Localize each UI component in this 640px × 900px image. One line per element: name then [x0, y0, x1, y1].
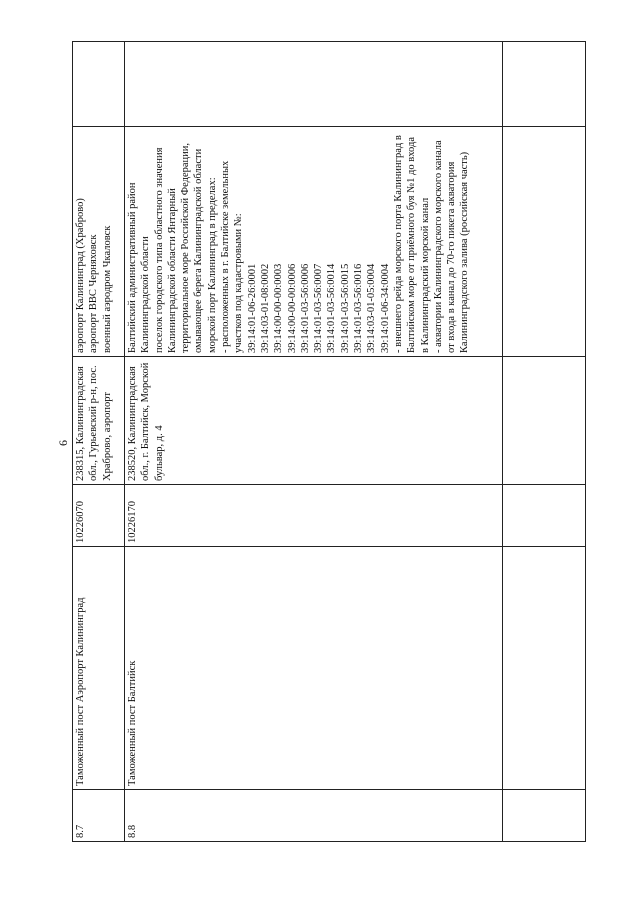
empty-cell: [503, 127, 586, 357]
post-address: 238520, Калининградская обл., г. Балтийск, Морской бульвар, д. 4: [125, 357, 503, 485]
zone-item: - акватории Калининградского морского канала от входа в канал до 70-го пикета акватория Калининградского залива (российская часть): [432, 140, 471, 353]
table-row: [125, 42, 503, 842]
page-number: 6: [56, 440, 70, 446]
zone-item: морской порт Калининград в пределах:: [206, 177, 218, 353]
empty-cell: [503, 42, 586, 127]
zone-list: [73, 127, 125, 357]
empty-cell: [503, 547, 586, 790]
post-name: Таможенный пост Балтийск: [125, 547, 503, 790]
zone-item: 39:14:01-06-34:0004: [379, 263, 391, 353]
table-row: [503, 42, 586, 842]
zone-item: - внешнего рейда морского порта Калининград в Балтийском море от приёмного буя №1 до входа в Калининградский морской канал: [392, 135, 431, 353]
empty-cell: [503, 790, 586, 842]
zone-item: 39:14:00-00-00:0003: [273, 263, 285, 353]
customs-posts-table: [72, 41, 586, 842]
empty-cell: [503, 357, 586, 485]
document-page: [72, 42, 626, 842]
zone-item: 39:14:03-01-08:0002: [259, 263, 271, 353]
empty-cell: [73, 42, 125, 127]
empty-cell: [503, 485, 586, 547]
zone-item: территориальное море Российской Федерации, омывающее берега Калининградской области: [180, 142, 205, 353]
zone-item: 39:14:01-03-56:0015: [339, 263, 351, 353]
post-name: Таможенный пост Аэропорт Калининград: [73, 547, 125, 790]
empty-cell: [125, 42, 503, 127]
zone-item: 39:14:03-01-05:0004: [366, 263, 378, 353]
rotated-table-frame: [72, 42, 626, 842]
zone-item: поселок городского типа областного значения Калининградской области Янтарный: [153, 147, 178, 353]
zone-item: 39:14:01-03-56:0007: [313, 263, 325, 353]
table-row: [73, 42, 125, 842]
row-number: 8.8: [125, 790, 503, 842]
zone-item: военный аэродром Чкаловск: [101, 225, 113, 353]
zone-item: - расположенных в г. Балтийске земельных участков под кадастровыми №:: [220, 160, 245, 353]
zone-item: Балтийский административный район Калининградской области: [127, 182, 152, 353]
row-number: 8.7: [73, 790, 125, 842]
post-code: 10226170: [125, 485, 503, 547]
zone-item: 39:14:01-03-56:0014: [326, 263, 338, 353]
zone-item: 39:14:00-00-00:0006: [286, 263, 298, 353]
zone-item: 39:14:01-06-26:0001: [246, 263, 258, 353]
zone-list: [125, 127, 503, 357]
zone-item: 39:14:01-03-56:0016: [353, 263, 365, 353]
post-code: 10226070: [73, 485, 125, 547]
zone-item: 39:14:01-03-56:0006: [299, 263, 311, 353]
zone-item: аэропорт Калининград (Храброво): [75, 198, 86, 353]
post-address: 238315, Калининградская обл., Гурьевский р-н, пос. Храброво, аэропорт: [73, 357, 125, 485]
zone-item: аэропорт ВВС Черняховск: [88, 234, 100, 353]
